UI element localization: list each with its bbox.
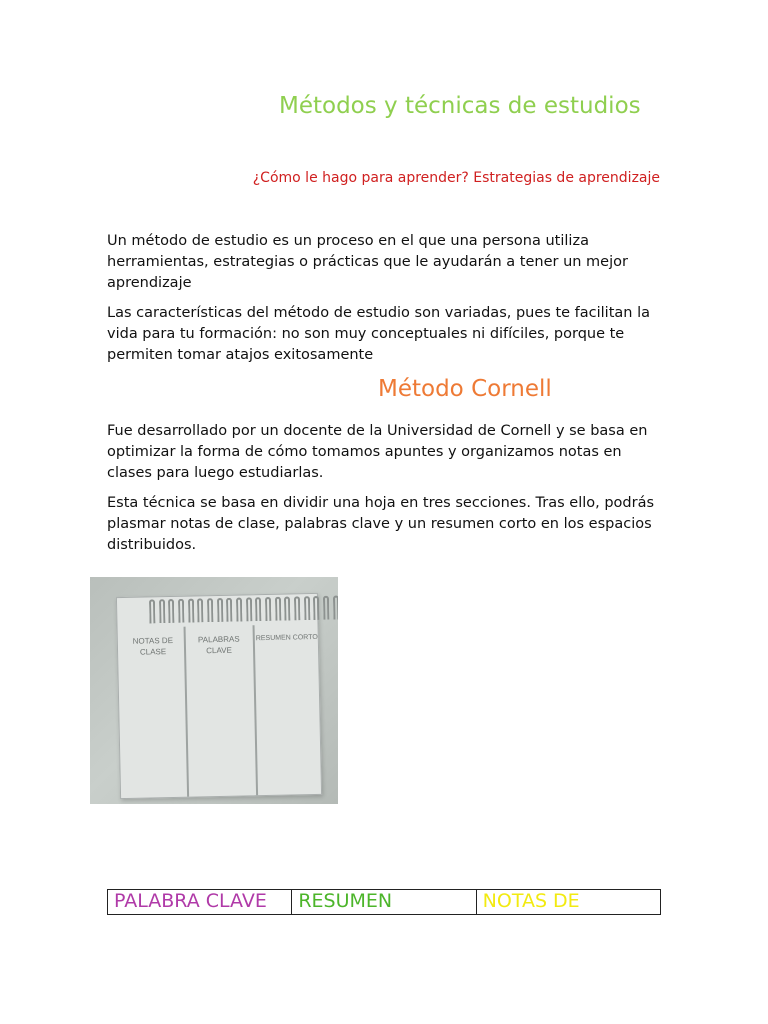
cornell-table (107, 889, 661, 915)
photo-label-palabras: PALABRAS CLAVE (197, 634, 240, 656)
cornell-paragraph-2: Esta técnica se basa en dividir una hoja en tres secciones. Tras ello, podrás plasmar notas de clase, palabras clave y un resumen corto en los espacios distribuidos. (107, 495, 655, 553)
document-subtitle: ¿Cómo le hago para aprender? Estrategias de aprendizaje (252, 170, 660, 186)
table-header-palabra-clave: PALABRA CLAVE (108, 890, 292, 915)
intro-paragraph-1: Un método de estudio es un proceso en el que una persona utiliza herramientas, estrategias o prácticas que le ayudarán a tener un mejor aprendizaje (107, 233, 628, 291)
cornell-paragraph-1: Fue desarrollado por un docente de la Universidad de Cornell y se basa en optimizar la forma de cómo tomamos apuntes y organizamos notas en clases para luego estudiarlas. (107, 423, 648, 481)
document-title: Métodos y técnicas de estudios (279, 93, 641, 119)
photo-label-resumen: RESUMEN CORTO (255, 633, 318, 643)
photo-label-notas: NOTAS DE CLASE (132, 635, 174, 657)
spiral-binding-icon (149, 595, 338, 629)
table-header-notas: NOTAS DE (476, 890, 660, 915)
intro-paragraph-2: Las características del método de estudio son variadas, pues te facilitan la vida para tu formación: no son muy conceptuales ni difíciles, porque te permiten tomar atajos exitosamente (107, 305, 650, 363)
notebook-page (116, 593, 322, 799)
table-header-resumen: RESUMEN (292, 890, 476, 915)
column-divider (253, 625, 259, 795)
table-row (108, 890, 661, 915)
cornell-notebook-photo (90, 577, 338, 804)
section-heading-cornell: Método Cornell (378, 376, 552, 402)
